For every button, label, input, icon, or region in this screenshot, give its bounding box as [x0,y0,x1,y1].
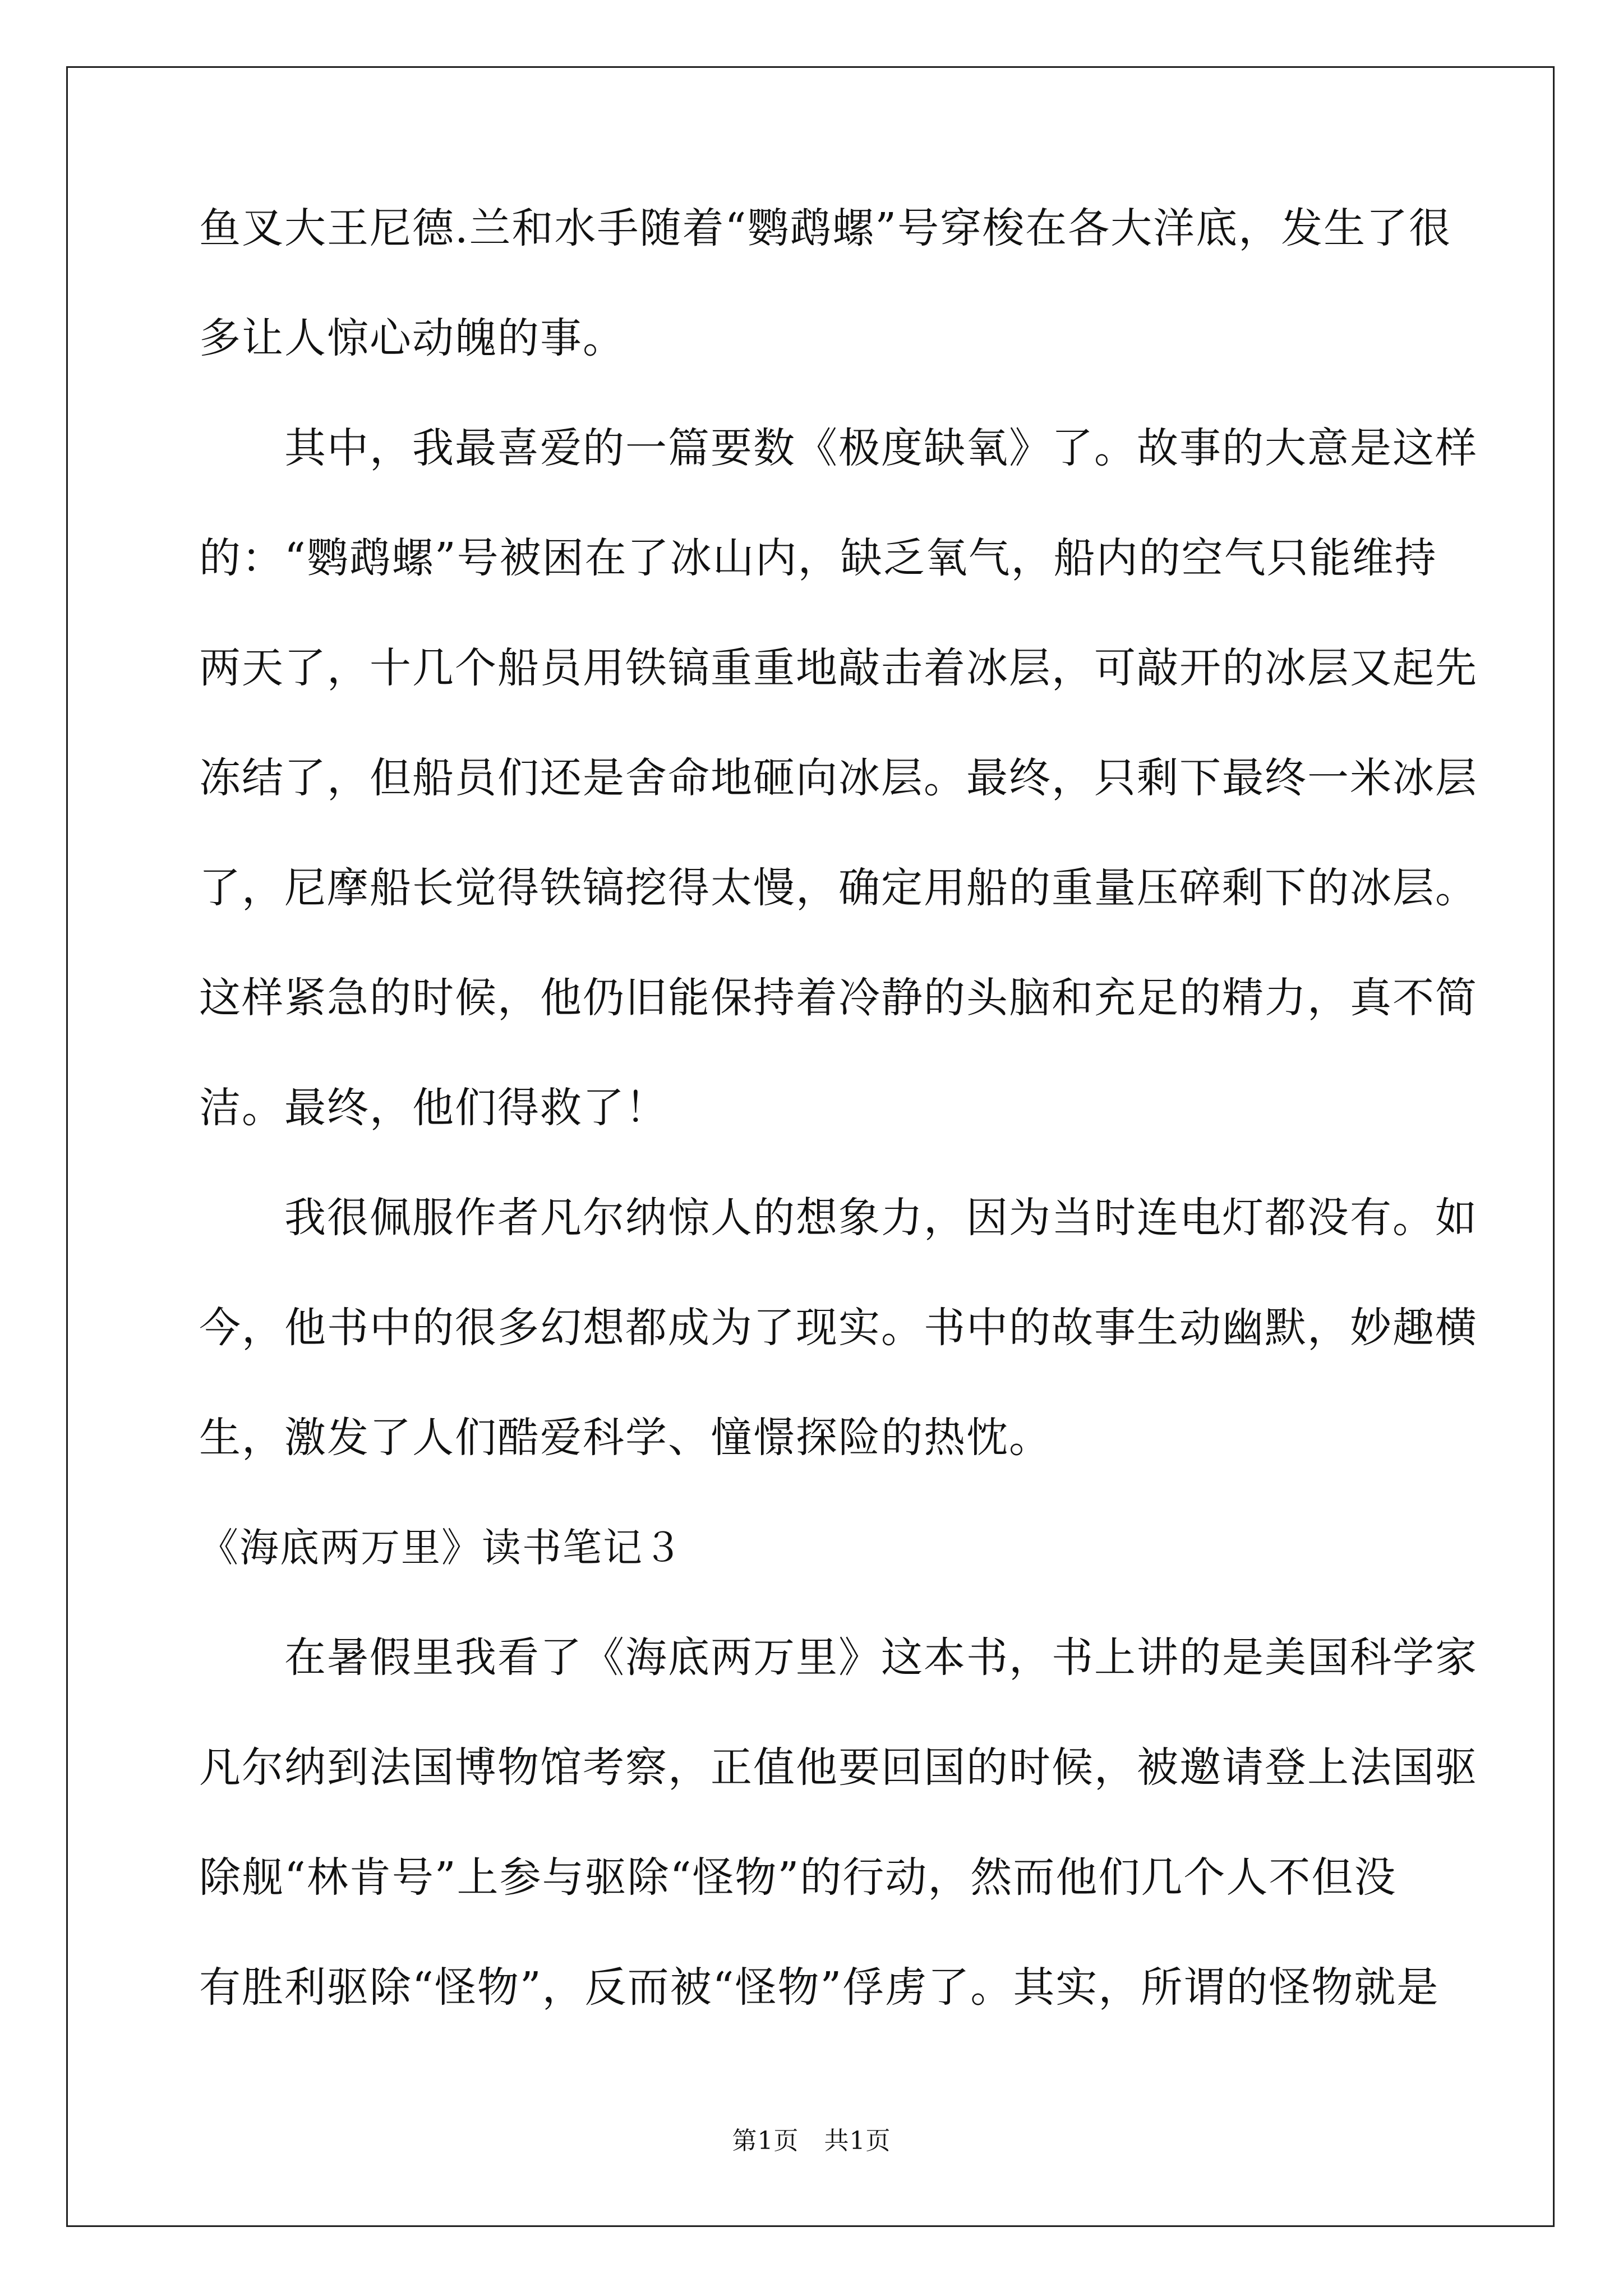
text-line: 的：“鹦鹉螺”号被困在了冰山内，缺乏氧气，船内的空气只能维持 [199,534,1437,582]
section-heading: 《海底两万里》读书笔记３ [199,1525,684,1571]
text-line: 我很佩服作者凡尔纳惊人的想象力，因为当时连电灯都没有。如 [199,1194,1478,1242]
document-body [199,204,1478,2077]
text-line: 凡尔纳到法国博物馆考察，正值他要回国的时候，被邀请登上法国驱 [199,1743,1478,1792]
text-line: 鱼叉大王尼德.兰和水手随着“鹦鹉螺”号穿梭在各大洋底，发生了很 [199,204,1452,252]
text-line: 有胜利驱除“怪物”，反而被“怪物”俘虏了。其实，所谓的怪物就是 [199,1963,1440,2012]
text-line: 了，尼摩船长觉得铁镐挖得太慢，确定用船的重量压碎剩下的冰层。 [199,864,1478,912]
text-line: 两天了，十几个船员用铁镐重重地敲击着冰层，可敲开的冰层又起先 [199,644,1478,692]
text-line: 多让人惊心动魄的事。 [199,314,625,362]
text-line: 冻结了，但船员们还是舍命地砸向冰层。最终，只剩下最终一米冰层 [199,754,1478,802]
text-line: 洁。最终，他们得救了！ [199,1084,668,1132]
text-line: 在暑假里我看了《海底两万里》这本书，书上讲的是美国科学家 [199,1634,1478,1682]
text-line: 今，他书中的很多幻想都成为了现实。书中的故事生动幽默，妙趣横 [199,1304,1478,1352]
text-line: 其中，我最喜爱的一篇要数《极度缺氧》了。故事的大意是这样 [199,424,1478,472]
text-line: 除舰“林肯号”上参与驱除“怪物”的行动，然而他们几个人不但没 [199,1853,1397,1902]
page-footer: 第1页 共1页 [732,2127,891,2155]
text-line: 这样紧急的时候，他仍旧能保持着冷静的头脑和充足的精力，真不简 [199,974,1478,1022]
text-line: 生，激发了人们酷爱科学、憧憬探险的热忱。 [199,1414,1052,1462]
